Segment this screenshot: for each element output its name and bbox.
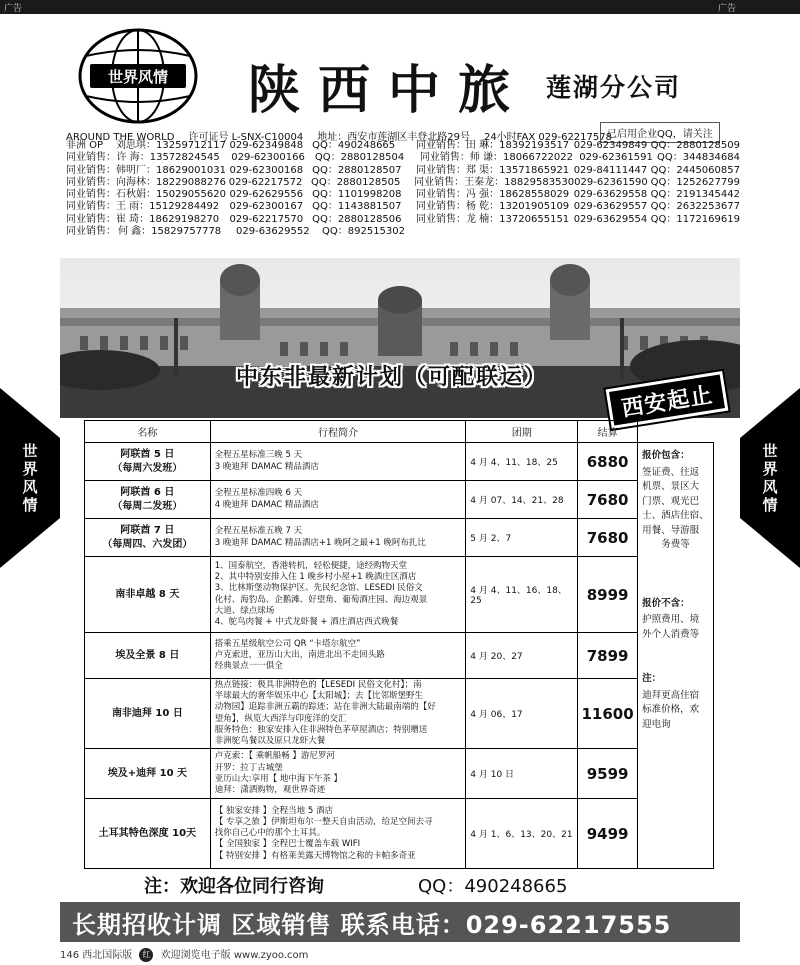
tour-price: 7680 bbox=[578, 519, 638, 557]
tour-name-line: 阿联酋 7 日 bbox=[120, 524, 175, 536]
contact-cell: 同业销售： bbox=[66, 189, 116, 201]
excluded-item: 外个人消费等 bbox=[642, 628, 700, 640]
consult-note: 注：欢迎各位同行咨询 bbox=[144, 876, 324, 897]
contact-cell: 029-84111447 bbox=[573, 164, 648, 176]
contact-cell: 同业销售：田 琳：18392193517 bbox=[416, 140, 570, 151]
contact-cell: 029-62349849 bbox=[573, 140, 648, 151]
recruit-banner: 长期招收计调 区域销售 联系电话：029-62217555 bbox=[60, 902, 740, 942]
ad-tag-left: 广告 bbox=[4, 4, 23, 14]
footer-text: 欢迎浏览电子版 www.zyoo.com bbox=[160, 950, 309, 961]
side-label-char: 界 bbox=[22, 460, 38, 478]
contact-row bbox=[66, 152, 740, 164]
itinerary-line: 经典景点一一俱全 bbox=[214, 661, 283, 672]
itinerary-line: 1、国泰航空，香港转机，轻松便捷，途经购物天堂 bbox=[214, 560, 408, 571]
side-label-char: 风 bbox=[762, 478, 778, 496]
contact-cell bbox=[430, 226, 594, 238]
itinerary-line: 热点链接：极具非洲特色的【LESEDI 民俗文化村】；南 bbox=[214, 680, 422, 690]
contact-cell: QQ：344834684 bbox=[657, 152, 741, 164]
contact-cell: 同业销售：龙 楠：13720655151 bbox=[416, 213, 570, 225]
itinerary-line: 迪拜：潇洒购物，观世界奇迹 bbox=[214, 784, 326, 795]
tour-dates: 4 月 10 日 bbox=[466, 749, 578, 799]
contact-cell: 029-62217572 bbox=[228, 176, 303, 188]
tour-name-line: 阿联酋 6 日 bbox=[120, 486, 175, 498]
spacer bbox=[642, 553, 709, 597]
tour-name bbox=[85, 633, 211, 679]
included-item: 用餐、导游服 bbox=[642, 524, 700, 536]
side-label-right bbox=[740, 442, 800, 514]
tour-name bbox=[85, 443, 211, 481]
price-notes bbox=[638, 443, 714, 869]
itinerary-line: 卢克索：【 乘帆船畅 】游尼罗河 bbox=[214, 751, 335, 762]
tour-dates: 5 月 2、7 bbox=[466, 519, 578, 557]
side-label-char: 界 bbox=[762, 460, 778, 478]
side-tab-left bbox=[0, 388, 60, 568]
itinerary-line: 全程五星标准五晚 7 天 bbox=[214, 526, 303, 537]
contact-cell bbox=[594, 226, 674, 238]
itinerary-line: 4、鸵鸟肉餐 + 中式龙虾餐 + 酒庄酒店西式晚餐 bbox=[214, 616, 399, 627]
contact-cell: 刘思琪：13259712117 bbox=[116, 140, 226, 151]
table-row bbox=[85, 519, 714, 557]
itinerary-line: 【 全国独家 】全程巴士覆盖车载 WIFI bbox=[214, 839, 361, 850]
tour-itinerary bbox=[210, 679, 466, 749]
included-item: 机票、景区大 bbox=[642, 481, 700, 492]
license: 许可证号 L-SNX-C10004 bbox=[188, 132, 304, 143]
tour-dates: 4 月 1、6、13、20、21 bbox=[466, 799, 578, 869]
tour-name bbox=[85, 481, 211, 519]
contact-cell: 同业销售：冯 强：18628558029 bbox=[416, 189, 570, 201]
tour-name-line: 埃及+迪拜 10 天 bbox=[107, 767, 188, 779]
remark-title: 注： bbox=[642, 673, 662, 684]
contact-cell: 同业销售： bbox=[66, 213, 116, 225]
tour-name-line: （每周六发班） bbox=[112, 462, 183, 474]
header-name: 名称 bbox=[85, 421, 211, 443]
itinerary-line: 非洲鸵鸟餐以及原只龙虾大餐 bbox=[214, 736, 326, 747]
contact-row bbox=[66, 189, 740, 201]
brand-name: 陕西中旅 bbox=[248, 60, 529, 121]
tour-name-line: 南非卓越 8 天 bbox=[115, 588, 180, 600]
page-number: 146 bbox=[60, 950, 80, 961]
contact-cell: 029-62300166 bbox=[231, 152, 305, 164]
banner-title: 中东非最新计划（可配联运） bbox=[236, 365, 549, 390]
included-title: 报价包含： bbox=[642, 450, 690, 461]
side-label-left bbox=[0, 442, 60, 514]
contact-cell: 同业销售：王秦龙：18829583530 bbox=[414, 176, 575, 188]
itinerary-line: 卢克索进，亚历山大出，南进北出不走回头路 bbox=[214, 649, 385, 660]
contact-cell: QQ：892515302 bbox=[322, 226, 406, 238]
tour-name-line: 南非迪拜 10 日 bbox=[111, 707, 183, 719]
contact-cell: 非洲 OP bbox=[66, 140, 104, 151]
table-row bbox=[85, 679, 714, 749]
contact-cell: 029-62217570 bbox=[229, 213, 304, 225]
contact-cell: QQ：2880128504 bbox=[314, 152, 405, 164]
contact-cell: QQ：2632253677 bbox=[650, 201, 740, 213]
tour-price: 6880 bbox=[578, 443, 638, 481]
itinerary-line: 大道、绿点球场 bbox=[214, 605, 275, 616]
tour-name bbox=[85, 799, 211, 869]
contact-cell: 029-62361590 bbox=[574, 176, 648, 188]
qq-notice: 已启用企业QQ，请关注 bbox=[600, 122, 720, 143]
tour-name-line: （每周二发班） bbox=[112, 500, 183, 512]
itinerary-line: 全程五星标准三晚 5 天 bbox=[214, 450, 303, 461]
contact-cell: 向海林：18229088276 bbox=[116, 176, 226, 188]
remark-item: 迪拜更高住宿 bbox=[642, 689, 700, 701]
contact-cell: QQ：2880128509 bbox=[650, 140, 740, 151]
contact-cell: 何 鑫：15829757778 bbox=[118, 226, 222, 238]
itinerary-line: 全程五星标准四晚 6 天 bbox=[214, 488, 303, 499]
slogan: AROUND THE WORLD bbox=[66, 132, 175, 143]
itinerary-line: 半球最大的奢华娱乐中心【太阳城】；去【比邻斯堡野生 bbox=[214, 691, 424, 702]
contact-cell: 许 海：13572824545 bbox=[116, 152, 220, 164]
contact-cell: 王 雨：15129284492 bbox=[116, 201, 220, 213]
itinerary-line: 【 专享之旅 】伊斯坦布尔一整天自由活动，给足空间去寻 bbox=[214, 816, 433, 827]
contact-cell: QQ：2880128505 bbox=[310, 176, 401, 188]
table-row bbox=[85, 443, 714, 481]
contact-cell: 同业销售： bbox=[66, 164, 116, 176]
tour-name-line: 埃及全景 8 日 bbox=[115, 649, 180, 661]
header-notes-blank bbox=[638, 421, 714, 443]
itinerary-line: 3 晚迪拜 DAMAC 精品酒店 bbox=[214, 461, 319, 472]
branch-name: 莲湖分公司 bbox=[546, 73, 682, 102]
tour-name bbox=[85, 557, 211, 633]
contact-cell: 石秋娟：15029055620 bbox=[116, 189, 226, 201]
contact-cell: QQ：1143881507 bbox=[312, 201, 402, 213]
edition: 西北国际版 bbox=[82, 950, 133, 961]
tour-price: 7680 bbox=[578, 481, 638, 519]
tour-price: 11600 bbox=[578, 679, 638, 749]
itinerary-line: 2、其中特别安排入住 1 晚乡村小屋+1 晚酒庄区酒店 bbox=[214, 572, 417, 583]
contact-cell: 029-62300167 bbox=[229, 201, 304, 213]
contact-cell: QQ：2191345442 bbox=[650, 189, 740, 201]
tour-dates: 4 月 07、14、21、28 bbox=[466, 481, 578, 519]
included-item: 士、酒店住宿、 bbox=[642, 510, 709, 521]
contact-cell: QQ：2445060857 bbox=[650, 164, 740, 176]
itinerary-line: 3 晚迪拜 DAMAC 精品酒店+1 晚阿之最+1 晚阿布扎比 bbox=[214, 537, 426, 548]
contact-cell: 崔 琦：18629198270 bbox=[116, 213, 220, 225]
contact-cell: QQ：1172169619 bbox=[650, 213, 740, 225]
included-item: 门票、观光巴 bbox=[642, 495, 700, 507]
tour-itinerary bbox=[210, 519, 466, 557]
itinerary-line: 开罗：拉丁古城堡 bbox=[214, 762, 283, 773]
contact-row bbox=[66, 165, 740, 177]
contact-cell: 029-62300168 bbox=[229, 164, 304, 176]
side-label-char: 世 bbox=[22, 442, 38, 460]
itinerary-line: 4 晚迪拜 DAMAC 精品酒店 bbox=[214, 499, 319, 510]
contact-row bbox=[66, 177, 740, 189]
contact-cell: 同业销售： bbox=[66, 176, 116, 188]
tour-dates: 4 月 06、17 bbox=[466, 679, 578, 749]
contact-cell: 029-63629558 bbox=[573, 189, 648, 201]
tour-itinerary bbox=[210, 799, 466, 869]
contact-cell: 同业销售：杨 乾：13201905109 bbox=[416, 201, 570, 213]
contact-row bbox=[66, 201, 740, 213]
address: 地址：西安市莲湖区丰登北路29号 bbox=[317, 132, 470, 143]
tour-price: 9599 bbox=[578, 749, 638, 799]
itinerary-line: 望角】，纵览大西洋与印度洋的交汇 bbox=[214, 713, 347, 724]
header-itinerary: 行程简介 bbox=[210, 421, 466, 443]
tour-itinerary bbox=[210, 557, 466, 633]
side-tab-right bbox=[740, 388, 800, 568]
contact-cell: 同业销售： bbox=[66, 226, 116, 238]
contact-cell: QQ：2880128507 bbox=[312, 164, 402, 176]
tour-itinerary bbox=[210, 443, 466, 481]
contact-cell: 029-62629556 bbox=[229, 189, 304, 201]
remark-item: 迎电询 bbox=[642, 718, 671, 730]
tour-itinerary bbox=[210, 749, 466, 799]
red-dot-icon: 红 bbox=[139, 948, 153, 962]
contact-cell: 同业销售：郑 渠：13571865921 bbox=[416, 164, 570, 176]
header-dates: 团期 bbox=[466, 421, 578, 443]
consult-qq: QQ：490248665 bbox=[418, 876, 568, 897]
itinerary-line: 3、比林斯堡动物保护区、先民纪念馆、LESEDI 民俗文 bbox=[214, 583, 423, 594]
table-header bbox=[85, 421, 714, 443]
globe-logo-icon bbox=[76, 26, 200, 126]
contact-list bbox=[66, 140, 740, 238]
contact-cell: 同业销售： bbox=[66, 152, 116, 164]
contact-cell: 029-62349848 bbox=[229, 140, 304, 151]
itinerary-line: 动物园】追踪非洲五霸的踪迹；站在非洲大陆最南端的【好 bbox=[214, 702, 436, 713]
side-label-char: 世 bbox=[762, 442, 778, 460]
spacer bbox=[642, 642, 709, 672]
tour-dates: 4 月 4、11、18、25 bbox=[466, 443, 578, 481]
header-price: 结算 bbox=[578, 421, 638, 443]
tour-price: 7899 bbox=[578, 633, 638, 679]
page-footer bbox=[60, 946, 308, 962]
tour-name bbox=[85, 679, 211, 749]
tour-itinerary bbox=[210, 633, 466, 679]
contact-cell: 韩明厂：18629001031 bbox=[116, 164, 226, 176]
contact-row bbox=[66, 226, 740, 238]
table-row bbox=[85, 481, 714, 519]
contact-cell: QQ：2880128506 bbox=[312, 213, 402, 225]
itinerary-line: 亚历山大:享用【 地中海下午茶 】 bbox=[214, 773, 343, 784]
itinerary-line: 服务特色：独家安排入住非洲特色茅草屋酒店；特别赠送 bbox=[214, 724, 428, 735]
contact-row bbox=[66, 140, 740, 152]
side-label-char: 风 bbox=[22, 478, 38, 496]
tour-dates: 4 月 4、11、16、18、25 bbox=[466, 557, 578, 633]
included-item: 签证费、往返 bbox=[642, 466, 700, 478]
tour-dates: 4 月 20、27 bbox=[466, 633, 578, 679]
contact-cell: QQ：490248665 bbox=[312, 140, 396, 151]
xian-badge: 西安起止 bbox=[606, 371, 729, 429]
itinerary-line: 【 独家安排 】全程当地 5 酒店 bbox=[214, 805, 333, 816]
tour-price: 8999 bbox=[578, 557, 638, 633]
logo-text: 世界风情 bbox=[107, 68, 168, 86]
remark-item: 标准价格，欢 bbox=[642, 704, 700, 715]
contact-row bbox=[66, 214, 740, 226]
top-bar bbox=[0, 0, 800, 14]
fax: 24小时FAX 029-62217578 bbox=[483, 132, 612, 143]
tour-table bbox=[84, 420, 714, 869]
contact-cell: 同业销售：师 谦：18066722022 bbox=[419, 152, 573, 164]
ad-tag-right: 广告 bbox=[717, 4, 736, 14]
table-row bbox=[85, 799, 714, 869]
tour-name-line: （每周四、六发团） bbox=[102, 538, 193, 550]
itinerary-line: 搭乘五星级航空公司 QR “卡塔尔航空” bbox=[214, 638, 361, 649]
excluded-title: 报价不含： bbox=[642, 597, 690, 609]
excluded-item: 护照费用、境 bbox=[642, 614, 700, 625]
tour-name-line: 土耳其特色深度 10天 bbox=[98, 827, 197, 839]
tour-name-line: 阿联酋 5 日 bbox=[120, 448, 175, 460]
contact-cell: 同业销售： bbox=[66, 201, 116, 213]
table-row bbox=[85, 633, 714, 679]
contact-cell: 029-63629554 bbox=[573, 213, 648, 225]
ad-page bbox=[60, 18, 740, 943]
contact-cell: QQ：1101998208 bbox=[312, 189, 402, 201]
contact-cell: 029-62361591 bbox=[579, 152, 653, 164]
itinerary-line: 【 特别安排 】有格莱美露天博物馆之称的卡帕多奇亚 bbox=[214, 850, 416, 861]
tour-price: 9499 bbox=[578, 799, 638, 869]
itinerary-line: 找你自己心中的那个土耳其。 bbox=[214, 828, 326, 839]
side-label-char: 情 bbox=[762, 496, 778, 514]
contact-cell: 029-63629552 bbox=[236, 226, 310, 238]
included-item: 务费等 bbox=[661, 539, 690, 550]
itinerary-line: 化村、海豹岛、企鹅滩、好望角、葡萄酒庄园、海边观景 bbox=[214, 594, 428, 605]
tour-name bbox=[85, 749, 211, 799]
contact-cell: 029-63629557 bbox=[573, 201, 648, 213]
table-row bbox=[85, 557, 714, 633]
side-label-char: 情 bbox=[22, 496, 38, 514]
tour-itinerary bbox=[210, 481, 466, 519]
contact-cell: QQ：1252627799 bbox=[650, 176, 740, 188]
tour-name bbox=[85, 519, 211, 557]
table-row bbox=[85, 749, 714, 799]
